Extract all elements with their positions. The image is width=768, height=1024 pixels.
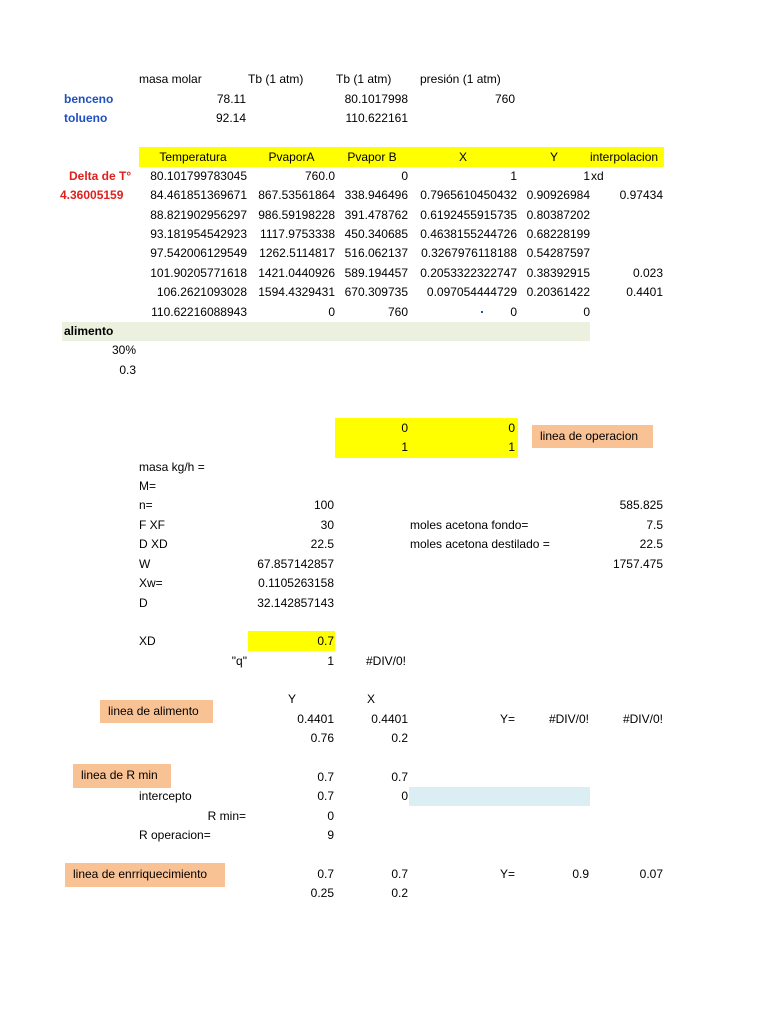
component-masa: 92.14: [215, 111, 246, 125]
enriquecimiento-y1: 0.7: [317, 867, 334, 881]
roperacion-value: 9: [327, 828, 334, 842]
q-value: 1: [327, 654, 334, 668]
operacion-label: linea de operacion: [540, 429, 639, 443]
cell: 93.181954542923: [150, 227, 247, 241]
intercepto-label: intercepto: [139, 789, 192, 803]
operacion-cell: 1: [508, 440, 515, 454]
cell: 0.6192455915735: [420, 208, 517, 222]
component-tb: 80.1017998: [344, 92, 408, 106]
roperacion-label: R operacion=: [139, 828, 211, 842]
right-value-1: 585.825: [619, 498, 663, 512]
col-pvapor-b: Pvapor B: [347, 150, 397, 164]
cell: 1262.5114817: [259, 246, 335, 260]
alimento-fraction: 0.3: [119, 363, 136, 377]
col-temperatura: Temperatura: [159, 150, 227, 164]
right-value-2: 1757.475: [612, 557, 663, 571]
cell: 97.542006129549: [150, 246, 247, 260]
q-label: "q": [231, 654, 247, 668]
rmin-label: R min=: [207, 809, 246, 823]
col-pvapor-a: PvaporA: [268, 150, 315, 164]
cell: 0.2053322322747: [420, 266, 517, 280]
rmin-y1: 0.7: [317, 770, 334, 784]
cell: 0: [510, 305, 517, 319]
enriquecimiento-x1: 0.7: [391, 867, 408, 881]
q-result: #DIV/0!: [366, 654, 407, 668]
cell: 0.38392915: [526, 266, 590, 280]
enriquecimiento-y2: 0.25: [310, 886, 334, 900]
alimento-res2: #DIV/0!: [622, 712, 663, 726]
y-header: Y: [288, 692, 297, 706]
rmin-value: 0: [327, 809, 334, 823]
cell: 84.461851369671: [150, 188, 247, 202]
cell: 0: [401, 169, 408, 183]
alimento-y1: 0.4401: [297, 712, 334, 726]
alimento-bar: [62, 322, 590, 341]
operacion-cell: 0: [508, 421, 515, 435]
fxf-label: F XF: [139, 518, 165, 532]
alimento-y2: 0.76: [310, 731, 334, 745]
enriquecimiento-x2: 0.2: [391, 886, 408, 900]
cell: 986.59198228: [258, 208, 335, 222]
alimento-percent: 30%: [111, 343, 136, 357]
cell: 1: [583, 169, 590, 183]
cell: 391.478762: [344, 208, 408, 222]
cell: 867.53561864: [258, 188, 335, 202]
rmin-line-label: linea de R min: [81, 768, 158, 782]
header-presion: presión (1 atm): [420, 72, 501, 86]
alimento-label: alimento: [64, 324, 114, 338]
component-presion: 760: [494, 92, 515, 106]
destilado-label: moles acetona destilado =: [410, 537, 550, 551]
header-masa-molar: masa molar: [139, 72, 202, 86]
cell: 589.194457: [344, 266, 408, 280]
intercepto-x: 0: [401, 789, 408, 803]
dxd-value: 22.5: [310, 537, 334, 551]
xw-value: 0.1105263158: [258, 576, 334, 590]
d-value: 32.142857143: [257, 596, 334, 610]
w-label: W: [139, 557, 151, 571]
cell: 0.97434: [619, 188, 663, 202]
n-label: n=: [139, 498, 153, 512]
component-masa: 78.11: [216, 92, 246, 106]
n-value: 100: [313, 498, 334, 512]
alimento-x2: 0.2: [391, 731, 408, 745]
component-tb: 110.622161: [345, 111, 408, 125]
delta-label: Delta de T°: [69, 169, 132, 183]
selected-range: [409, 787, 590, 806]
w-value: 67.857142857: [257, 557, 334, 571]
cell: 1117.9753338: [260, 227, 335, 241]
enriquecimiento-label: linea de enrriquecimiento: [73, 867, 208, 881]
col-x: X: [458, 150, 467, 164]
xd-label: XD: [139, 634, 156, 648]
cell: xd: [591, 169, 604, 183]
cell: 1421.0440926: [258, 266, 335, 280]
cell: 80.101799783045: [150, 169, 247, 183]
alimento-y-eq: Y=: [500, 712, 516, 726]
fondo-value: 7.5: [646, 518, 663, 532]
cell: 106.2621093028: [156, 285, 247, 299]
component-name: benceno: [64, 92, 114, 106]
cell: 0.4638155244726: [420, 227, 517, 241]
cell: 101.90205771618: [150, 266, 247, 280]
xw-label: Xw=: [139, 576, 163, 590]
cell: 0.023: [632, 266, 663, 280]
rmin-x1: 0.7: [391, 770, 408, 784]
cell: 0.4401: [626, 285, 663, 299]
cell: 760.0: [304, 169, 335, 183]
operacion-cell: 0: [401, 421, 408, 435]
intercepto-y: 0.7: [317, 789, 334, 803]
alimento-res1: #DIV/0!: [548, 712, 589, 726]
cell: 1: [510, 169, 517, 183]
cell: 0.80387202: [526, 208, 590, 222]
cell: 0.3267976118188: [421, 246, 517, 260]
cell: 450.340685: [344, 227, 408, 241]
alimento-x1: 0.4401: [371, 712, 408, 726]
col-y: Y: [549, 150, 558, 164]
operacion-cell: 1: [401, 440, 408, 454]
x-header: X: [367, 692, 376, 706]
cell: 0: [583, 305, 590, 319]
cell: 338.946496: [344, 188, 408, 202]
cell: 1594.4329431: [258, 285, 335, 299]
masa-label: masa kg/h =: [139, 460, 205, 474]
cell: 0.54287597: [526, 246, 590, 260]
component-name: tolueno: [64, 111, 108, 125]
cell: 0.90926984: [526, 188, 590, 202]
cell: 0.20361422: [526, 285, 590, 299]
alimento-line-label: linea de alimento: [108, 704, 199, 718]
col-interpolacion: interpolacion: [590, 150, 659, 164]
cell: 88.821902956297: [150, 208, 247, 222]
header-tb-2: Tb (1 atm): [336, 72, 392, 86]
header-tb-1: Tb (1 atm): [248, 72, 304, 86]
cell: 760: [387, 305, 408, 319]
d-label: D: [139, 596, 148, 610]
enriquecimiento-val2: 0.07: [639, 867, 663, 881]
xd-value: 0.7: [317, 634, 334, 648]
cell: 516.062137: [344, 246, 408, 260]
m-label: M=: [139, 479, 157, 493]
cell: 0.68228199: [526, 227, 590, 241]
fondo-label: moles acetona fondo=: [410, 518, 529, 532]
cell: 110.62216088943: [151, 305, 247, 319]
cell: 0.097054444729: [426, 285, 517, 299]
cell: 0.7965610450432: [420, 188, 517, 202]
enriquecimiento-val1: 0.9: [572, 867, 589, 881]
destilado-value: 22.5: [639, 537, 663, 551]
fxf-value: 30: [320, 518, 334, 532]
cell: 670.309735: [344, 285, 408, 299]
delta-value: 4.36005159: [60, 188, 124, 202]
enriquecimiento-y-eq: Y=: [500, 867, 516, 881]
dxd-label: D XD: [139, 537, 168, 551]
cell: 0: [328, 305, 335, 319]
